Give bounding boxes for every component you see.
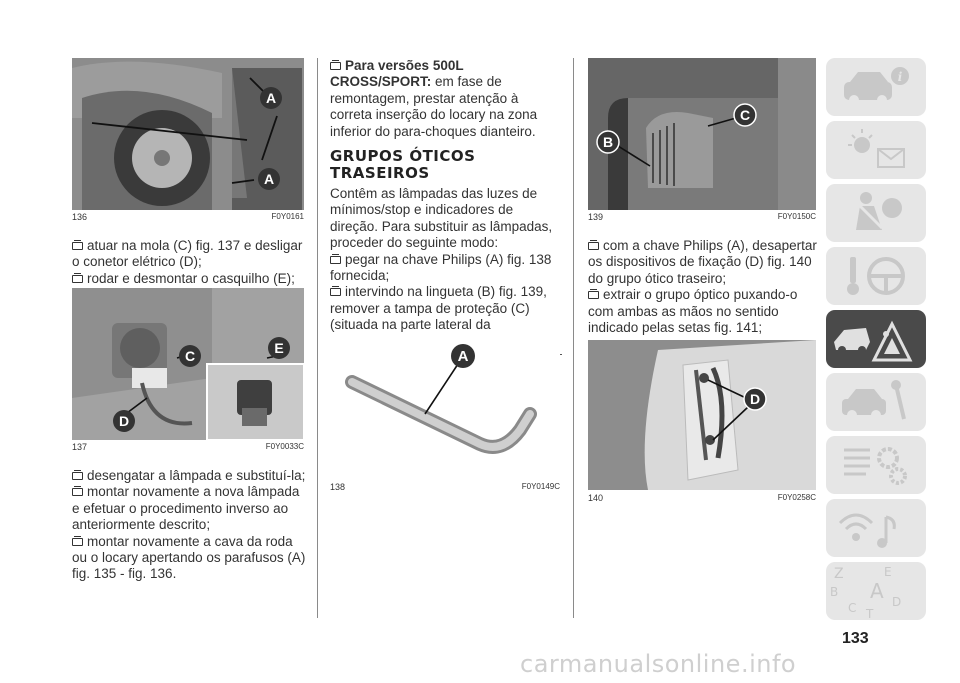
figure-139-caption (588, 212, 816, 222)
chapter-tab-starting-driving[interactable] (826, 247, 926, 305)
bullet-icon (72, 488, 83, 496)
column-divider-2 (573, 58, 574, 618)
watermark: carmanualsonline.info (520, 650, 797, 678)
figure-137-label-d: D (118, 413, 130, 429)
figure-140-label-d: D (749, 391, 761, 407)
list-item: desengatar a lâmpada e substituí-la; (72, 468, 308, 484)
bullet-icon (72, 472, 83, 480)
svg-text:i: i (897, 70, 903, 84)
svg-text:Z: Z (834, 566, 844, 582)
chapter-tabs (826, 58, 928, 625)
col2-text (330, 58, 562, 355)
figure-139-label-b: B (602, 134, 614, 150)
list-item: rodar e desmontar o casquilho (E); (72, 271, 308, 287)
figure-138-code: F0Y0149C (521, 482, 560, 491)
figure-136-number: 136 (72, 212, 88, 222)
col2-intro: Para versões 500L CROSS/SPORT: em fase de remontagem, prestar atenção à correta inserção do locary na zona inferior do para-choques dianteiro. (330, 58, 538, 139)
figure-139 (588, 58, 816, 210)
chapter-tab-emergency[interactable] (826, 310, 926, 368)
bullet-icon (330, 288, 341, 296)
figure-140 (588, 340, 816, 490)
svg-text:A: A (870, 579, 884, 603)
figure-138 (330, 334, 560, 478)
figure-136-code: F0Y0161 (271, 212, 304, 221)
list-item: atuar na mola (C) fig. 137 e desligar o conetor elétrico (D); (72, 238, 303, 270)
column-divider-1 (317, 58, 318, 618)
svg-text:E: E (884, 565, 892, 579)
bullet-icon (72, 242, 83, 250)
svg-text:D: D (892, 595, 902, 609)
bullet-icon (588, 242, 599, 250)
figure-138-caption (330, 482, 560, 492)
list-item: montar novamente a nova lâmpada e efetuar o procedimento inverso ao anteriormente descrito; (72, 484, 300, 533)
figure-138-label-a: A (457, 348, 469, 365)
col2-paragraph: Contêm as lâmpadas das luzes de mínimos/stop e indicadores de direção. Para substituir as lâmpadas, proceder do seguinte modo: (330, 186, 553, 251)
bullet-icon (330, 256, 341, 264)
figure-136-label-a-bottom: A (263, 171, 275, 187)
figure-139-label-c: C (739, 107, 751, 123)
list-item: pegar na chave Philips (A) fig. 138 fornecida; (330, 251, 552, 284)
car-info-icon (826, 58, 926, 116)
warning-lights-message-icon (826, 121, 926, 179)
figure-139-code: F0Y0150C (777, 212, 816, 221)
col3-list (588, 238, 818, 336)
car-maintenance-wrench-icon (826, 373, 926, 431)
chapter-tab-technical-data[interactable] (826, 436, 926, 494)
chapter-tab-index[interactable] (826, 562, 926, 620)
chapter-tab-safety[interactable] (826, 184, 926, 242)
figure-139-number: 139 (588, 212, 604, 222)
multimedia-music-icon (826, 499, 926, 557)
page-number: 133 (842, 630, 869, 647)
technical-data-gears-icon (826, 436, 926, 494)
chapter-tab-dashboard[interactable] (826, 121, 926, 179)
figure-136 (72, 58, 304, 210)
figure-137-label-c: C (184, 348, 196, 364)
bullet-icon (72, 275, 83, 283)
svg-text:B: B (830, 585, 839, 599)
chapter-tab-multimedia[interactable] (826, 499, 926, 557)
figure-136-label-a-top: A (265, 90, 277, 106)
chapter-tab-maintenance[interactable] (826, 373, 926, 431)
figure-140-code: F0Y0258C (777, 493, 816, 502)
figure-137 (72, 288, 304, 440)
bullet-icon (72, 538, 83, 546)
section-heading: GRUPOS ÓTICOS TRASEIROS (330, 147, 476, 183)
bullet-icon (330, 62, 341, 70)
svg-text:T: T (866, 607, 874, 620)
figure-138-number: 138 (330, 482, 346, 492)
figure-140-caption (588, 493, 816, 503)
col1-list-2 (72, 468, 308, 583)
chapter-tab-car-info[interactable] (826, 58, 926, 116)
list-item: com a chave Philips (A), desapertar os dispositivos de fixação (D) fig. 140 do grupo ótico traseiro; (588, 238, 817, 286)
list-item: montar novamente a cava da roda ou o locary apertando os parafusos (A) fig. 135 - fig. 136. (72, 533, 306, 582)
svg-text:C: C (848, 601, 857, 615)
figure-137-caption (72, 442, 304, 452)
list-item: intervindo na lingueta (B) fig. 139, remover a tampa de proteção (C) (situada na parte lateral da (330, 284, 547, 333)
figure-137-label-e: E (274, 340, 284, 356)
figure-137-number: 137 (72, 442, 88, 452)
figure-137-code: F0Y0033C (265, 442, 304, 451)
emergency-warning-triangle-icon (826, 310, 926, 368)
figure-136-caption (72, 212, 304, 222)
bullet-icon (588, 291, 599, 299)
col1-list-1 (72, 238, 308, 287)
alphabetical-index-icon (826, 562, 926, 620)
list-item: extrair o grupo óptico puxando-o com ambas as mãos no sentido indicado pelas setas fig. 141; (588, 287, 798, 336)
figure-140-number: 140 (588, 493, 604, 503)
airbag-seatbelt-icon (826, 184, 926, 242)
key-steering-wheel-icon (826, 247, 926, 305)
